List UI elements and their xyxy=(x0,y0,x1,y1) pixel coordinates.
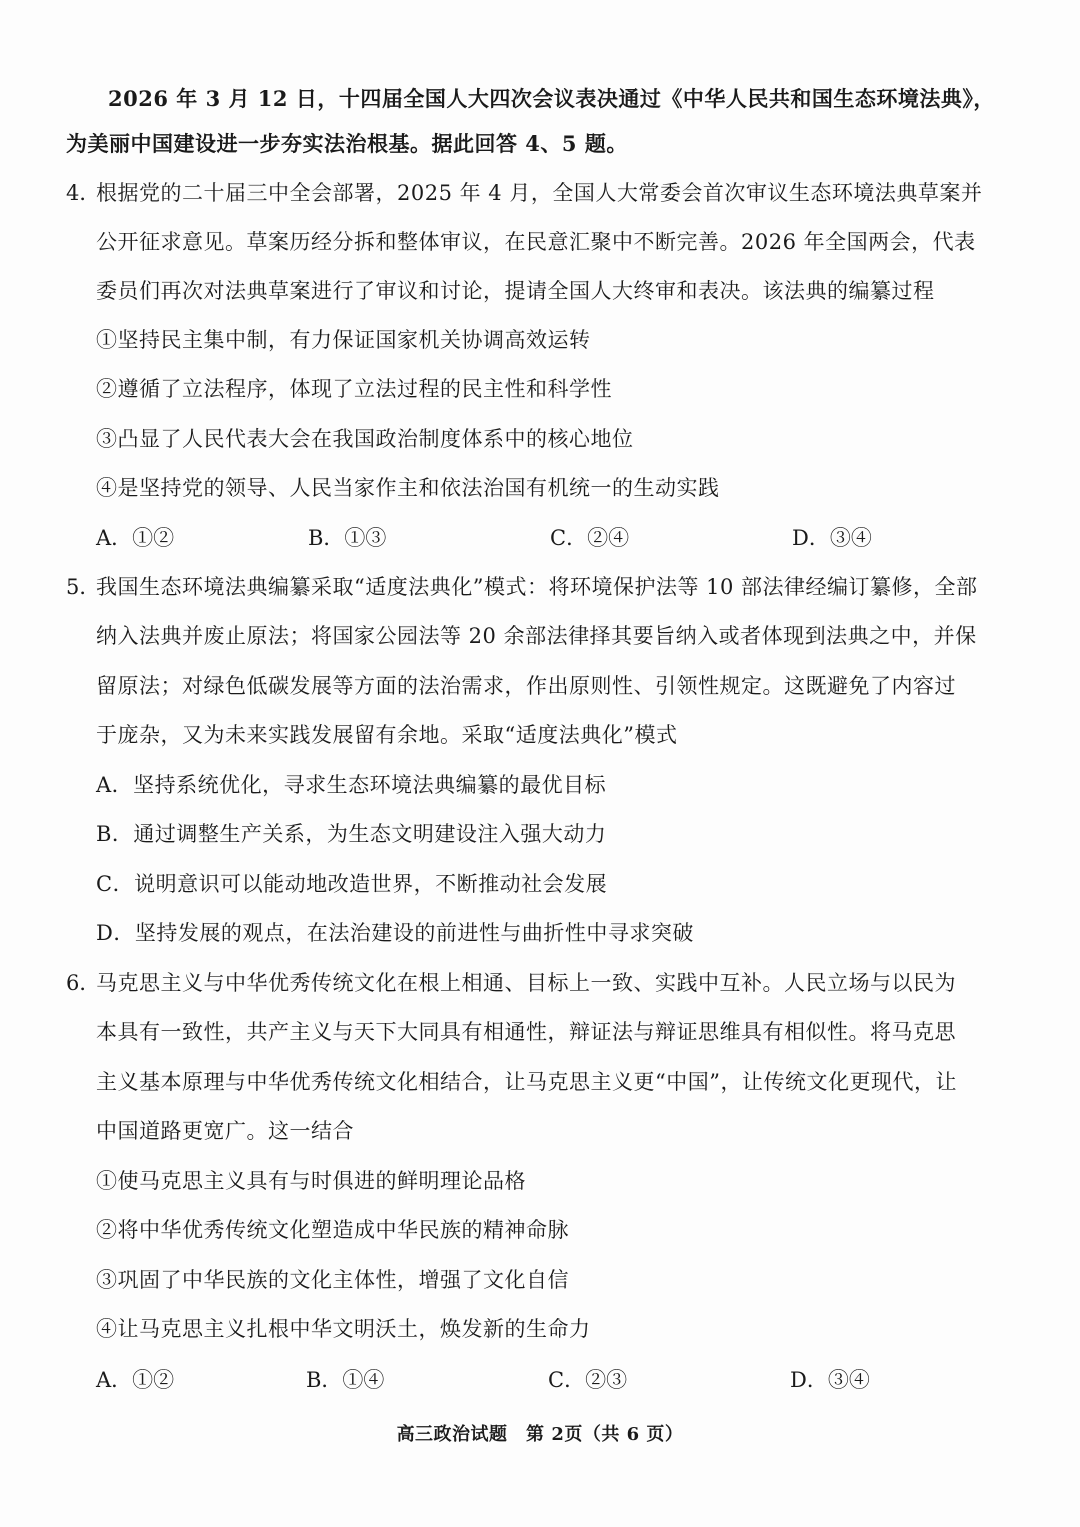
question-6-option-c[interactable]: C．②③ xyxy=(548,1368,628,1392)
question-5-stem-line-2: 纳入法典并废止原法；将国家公园法等 20 余部法律择其要旨纳入或者体现到法典之中，并保 xyxy=(96,624,977,648)
question-4-number: 4． xyxy=(66,181,101,205)
question-5-option-d[interactable]: D．坚持发展的观点，在法治建设的前进性与曲折性中寻求突破 xyxy=(96,921,694,945)
question-5-option-a[interactable]: A．坚持系统优化，寻求生态环境法典编纂的最优目标 xyxy=(96,773,607,797)
question-6-stem-line-3: 主义基本原理与中华优秀传统文化相结合，让马克思主义更“中国”，让传统文化更现代，让 xyxy=(96,1070,957,1094)
intro-line-2: 为美丽中国建设进一步夯实法治根基。据此回答 4、5 题。 xyxy=(66,131,628,156)
question-6-statement-1: ①使马克思主义具有与时俱进的鲜明理论品格 xyxy=(96,1169,526,1193)
question-6-option-b[interactable]: B．①④ xyxy=(306,1368,385,1392)
question-5-option-b[interactable]: B．通过调整生产关系，为生态文明建设注入强大动力 xyxy=(96,822,607,846)
question-6-option-d[interactable]: D．③④ xyxy=(790,1368,870,1392)
question-5-number: 5． xyxy=(66,575,101,599)
question-4-option-d[interactable]: D．③④ xyxy=(792,526,872,550)
question-4-statement-3: ③凸显了人民代表大会在我国政治制度体系中的核心地位 xyxy=(96,427,634,451)
question-6-statement-2: ②将中华优秀传统文化塑造成中华民族的精神命脉 xyxy=(96,1218,569,1242)
question-4-stem-line-2: 公开征求意见。草案历经分拆和整体审议，在民意汇聚中不断完善。2026 年全国两会，代表 xyxy=(96,230,976,254)
intro-line-1: 2026 年 3 月 12 日，十四届全国人大四次会议表决通过《中华人民共和国生态环境法典》， xyxy=(108,86,995,111)
question-6-statement-4: ④让马克思主义扎根中华文明沃土，焕发新的生命力 xyxy=(96,1317,591,1341)
question-6-stem-line-1: 马克思主义与中华优秀传统文化在根上相通、目标上一致、实践中互补。人民立场与以民为 xyxy=(96,971,956,995)
question-5-stem-line-4: 于庞杂，又为未来实践发展留有余地。采取“适度法典化”模式 xyxy=(96,723,678,747)
question-6-option-a[interactable]: A．①② xyxy=(96,1368,175,1392)
question-4-option-b[interactable]: B．①③ xyxy=(308,526,387,550)
page-footer: 高三政治试题 第 2页（共 6 页） xyxy=(396,1424,684,1445)
question-5-option-c[interactable]: C．说明意识可以能动地改造世界，不断推动社会发展 xyxy=(96,872,608,896)
question-5-stem-line-3: 留原法；对绿色低碳发展等方面的法治需求，作出原则性、引领性规定。这既避免了内容过 xyxy=(96,674,956,698)
question-6-number: 6． xyxy=(66,971,101,995)
question-4-option-a[interactable]: A．①② xyxy=(96,526,175,550)
question-4-statement-4: ④是坚持党的领导、人民当家作主和依法治国有机统一的生动实践 xyxy=(96,476,720,500)
question-5-stem-line-1: 我国生态环境法典编纂采取“适度法典化”模式：将环境保护法等 10 部法律经编订纂修，全部 xyxy=(96,575,978,599)
question-6-stem-line-4: 中国道路更宽广。这一结合 xyxy=(96,1119,354,1143)
question-6-stem-line-2: 本具有一致性，共产主义与天下大同具有相通性，辩证法与辩证思维具有相似性。将马克思 xyxy=(96,1020,956,1044)
question-4-stem-line-3: 委员们再次对法典草案进行了审议和讨论，提请全国人大终审和表决。该法典的编纂过程 xyxy=(96,279,935,303)
question-6-statement-3: ③巩固了中华民族的文化主体性，增强了文化自信 xyxy=(96,1268,569,1292)
question-4-statement-1: ①坚持民主集中制，有力保证国家机关协调高效运转 xyxy=(96,328,591,352)
question-4-option-c[interactable]: C．②④ xyxy=(550,526,630,550)
question-4-stem-line-1: 根据党的二十届三中全会部署，2025 年 4 月，全国人大常委会首次审议生态环境法典草案并 xyxy=(96,181,983,205)
question-4-statement-2: ②遵循了立法程序，体现了立法过程的民主性和科学性 xyxy=(96,377,612,401)
